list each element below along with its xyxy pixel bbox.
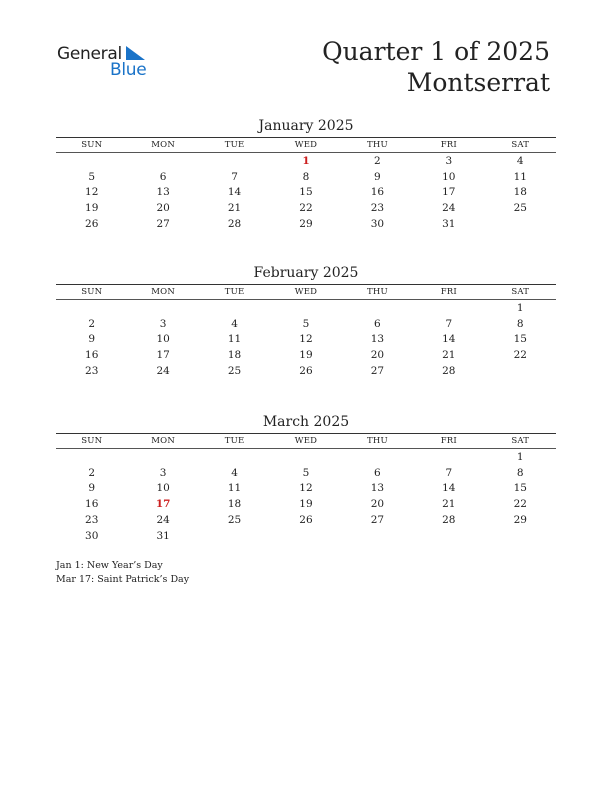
day-cell: 3 <box>445 154 453 167</box>
week-row <box>56 465 556 481</box>
day-cell: 7 <box>445 317 453 330</box>
weekday-label: MON <box>151 287 175 297</box>
weekday-header-row <box>56 434 556 448</box>
day-cell: 8 <box>516 317 524 330</box>
empty-day-cell <box>127 300 198 316</box>
day-cell: 27 <box>370 365 385 378</box>
empty-day-cell <box>342 449 413 465</box>
day-cell: 13 <box>370 482 385 495</box>
empty-day-cell <box>270 528 341 544</box>
week-row <box>56 300 556 316</box>
quarter-title: Quarter 1 of 2025 <box>322 37 550 66</box>
country-title: Montserrat <box>406 68 550 97</box>
day-cell: 23 <box>85 514 99 527</box>
weekday-label: TUE <box>224 140 245 150</box>
day-cell: 18 <box>227 349 242 362</box>
day-cell: 7 <box>445 466 453 479</box>
empty-day-cell <box>485 216 556 232</box>
day-cell: 15 <box>513 482 527 495</box>
day-cell: 19 <box>85 202 99 215</box>
day-cell: 14 <box>442 333 456 346</box>
day-cell: 20 <box>156 202 170 215</box>
month-name: January 2025 <box>258 118 354 134</box>
day-cell: 16 <box>85 498 99 511</box>
day-cell: 30 <box>370 218 385 231</box>
empty-day-cell <box>342 300 413 316</box>
day-cell: 22 <box>299 202 313 215</box>
day-cell: 21 <box>442 498 456 511</box>
day-cell: 11 <box>227 482 242 495</box>
page-title <box>322 36 550 98</box>
day-cell: 14 <box>442 482 456 495</box>
weekday-label: SAT <box>511 436 530 446</box>
empty-day-cell <box>270 449 341 465</box>
weekday-label: SUN <box>81 287 103 297</box>
day-cell: 26 <box>299 365 313 378</box>
logo <box>57 42 157 82</box>
day-cell: 10 <box>156 482 170 495</box>
empty-day-cell <box>199 300 270 316</box>
weekday-label: SAT <box>511 287 530 297</box>
day-cell: 2 <box>88 466 96 479</box>
week-row <box>56 153 556 169</box>
day-cell: 4 <box>231 317 238 330</box>
day-cell: 8 <box>302 170 310 183</box>
day-cell: 3 <box>159 466 167 479</box>
weekday-header-row <box>56 138 556 152</box>
empty-day-cell <box>342 528 413 544</box>
day-cell: 28 <box>442 365 456 378</box>
weekday-label: WED <box>294 287 318 297</box>
day-cell: 30 <box>85 529 99 542</box>
day-cell: 28 <box>442 514 456 527</box>
empty-day-cell <box>199 528 270 544</box>
weekday-label: MON <box>151 436 175 446</box>
weekday-label: SUN <box>81 140 103 150</box>
day-cell: 26 <box>299 514 313 527</box>
month-grid <box>56 285 556 379</box>
day-cell: 28 <box>227 218 242 231</box>
day-cell: 11 <box>513 170 527 183</box>
day-cell: 1 <box>516 301 524 314</box>
day-cell: 15 <box>513 333 527 346</box>
day-cell: 5 <box>302 317 310 330</box>
day-cell: 5 <box>302 466 310 479</box>
day-cell: 23 <box>85 365 99 378</box>
day-cell: 1 <box>516 450 524 463</box>
day-cell: 20 <box>370 498 385 511</box>
weekday-label: FRI <box>440 436 457 446</box>
day-cell: 10 <box>442 170 456 183</box>
empty-day-cell <box>199 153 270 169</box>
week-row <box>56 347 556 363</box>
weekday-label: SUN <box>81 436 103 446</box>
week-row <box>56 496 556 512</box>
day-cell: 10 <box>156 333 170 346</box>
week-row <box>56 363 556 379</box>
day-cell: 2 <box>88 317 96 330</box>
week-row <box>56 512 556 528</box>
day-cell: 22 <box>513 498 527 511</box>
weekday-header-row <box>56 285 556 299</box>
day-cell: 5 <box>88 170 96 183</box>
empty-day-cell <box>56 300 127 316</box>
weekday-label: WED <box>294 140 318 150</box>
day-cell: 3 <box>159 317 167 330</box>
month-grid <box>56 434 556 544</box>
holiday-day-cell: 1 <box>302 154 310 167</box>
empty-day-cell <box>270 300 341 316</box>
empty-day-cell <box>485 528 556 544</box>
day-cell: 4 <box>231 466 238 479</box>
day-cell: 8 <box>516 466 524 479</box>
day-cell: 26 <box>85 218 99 231</box>
month-name: March 2025 <box>262 414 350 430</box>
day-cell: 9 <box>374 170 381 183</box>
day-cell: 19 <box>299 349 313 362</box>
logo-triangle-icon <box>124 45 146 61</box>
day-cell: 23 <box>370 202 385 215</box>
day-cell: 12 <box>85 186 99 199</box>
day-cell: 12 <box>299 482 313 495</box>
logo-blue-text: Blue <box>110 60 147 80</box>
day-cell: 6 <box>374 466 381 479</box>
weekday-label: FRI <box>440 140 457 150</box>
day-cell: 16 <box>370 186 385 199</box>
day-cell: 25 <box>227 514 242 527</box>
day-cell: 18 <box>227 498 242 511</box>
day-cell: 25 <box>513 202 527 215</box>
weekday-label: MON <box>151 140 175 150</box>
day-cell: 11 <box>227 333 242 346</box>
empty-day-cell <box>199 449 270 465</box>
month-name: February 2025 <box>253 265 359 281</box>
day-cell: 9 <box>88 333 96 346</box>
week-row <box>56 185 556 201</box>
day-cell: 24 <box>442 202 456 215</box>
day-cell: 17 <box>156 349 170 362</box>
week-row <box>56 316 556 332</box>
weekday-label: THU <box>366 140 388 150</box>
day-cell: 27 <box>370 514 385 527</box>
holiday-note: Mar 17: Saint Patrick’s Day <box>56 574 190 585</box>
weekday-label: FRI <box>440 287 457 297</box>
week-row <box>56 332 556 348</box>
day-cell: 29 <box>513 514 527 527</box>
day-cell: 2 <box>374 154 381 167</box>
weekday-label: WED <box>294 436 318 446</box>
day-cell: 19 <box>299 498 313 511</box>
empty-day-cell <box>56 449 127 465</box>
day-cell: 31 <box>156 529 170 542</box>
day-cell: 24 <box>156 365 170 378</box>
day-cell: 31 <box>442 218 456 231</box>
day-cell: 17 <box>442 186 456 199</box>
day-cell: 9 <box>88 482 96 495</box>
week-row <box>56 449 556 465</box>
day-cell: 21 <box>227 202 242 215</box>
month-calendar-march <box>56 412 556 544</box>
week-row <box>56 528 556 544</box>
day-cell: 12 <box>299 333 313 346</box>
holiday-day-cell: 17 <box>155 498 171 511</box>
empty-day-cell <box>485 363 556 379</box>
empty-day-cell <box>127 153 198 169</box>
weekday-label: TUE <box>224 287 245 297</box>
month-grid <box>56 138 556 232</box>
day-cell: 6 <box>374 317 381 330</box>
empty-day-cell <box>56 153 127 169</box>
week-row <box>56 216 556 232</box>
month-calendar-january <box>56 116 556 232</box>
day-cell: 14 <box>227 186 242 199</box>
empty-day-cell <box>413 449 484 465</box>
day-cell: 13 <box>156 186 170 199</box>
day-cell: 24 <box>156 514 170 527</box>
empty-day-cell <box>413 528 484 544</box>
day-cell: 13 <box>370 333 385 346</box>
weekday-label: THU <box>366 436 388 446</box>
week-row <box>56 200 556 216</box>
day-cell: 27 <box>156 218 170 231</box>
day-cell: 15 <box>299 186 313 199</box>
holiday-note: Jan 1: New Year’s Day <box>56 560 163 571</box>
weekday-label: THU <box>366 287 388 297</box>
day-cell: 6 <box>159 170 167 183</box>
day-cell: 7 <box>231 170 238 183</box>
day-cell: 22 <box>513 349 527 362</box>
day-cell: 25 <box>227 365 242 378</box>
empty-day-cell <box>413 300 484 316</box>
weekday-label: SAT <box>511 140 530 150</box>
day-cell: 21 <box>442 349 456 362</box>
day-cell: 16 <box>85 349 99 362</box>
month-calendar-february <box>56 263 556 379</box>
holiday-notes <box>56 559 189 587</box>
week-row <box>56 169 556 185</box>
empty-day-cell <box>127 449 198 465</box>
day-cell: 18 <box>513 186 527 199</box>
weekday-label: TUE <box>224 436 245 446</box>
day-cell: 4 <box>516 154 524 167</box>
week-row <box>56 481 556 497</box>
day-cell: 29 <box>299 218 313 231</box>
day-cell: 20 <box>370 349 385 362</box>
logo-general-text: General <box>57 44 122 64</box>
